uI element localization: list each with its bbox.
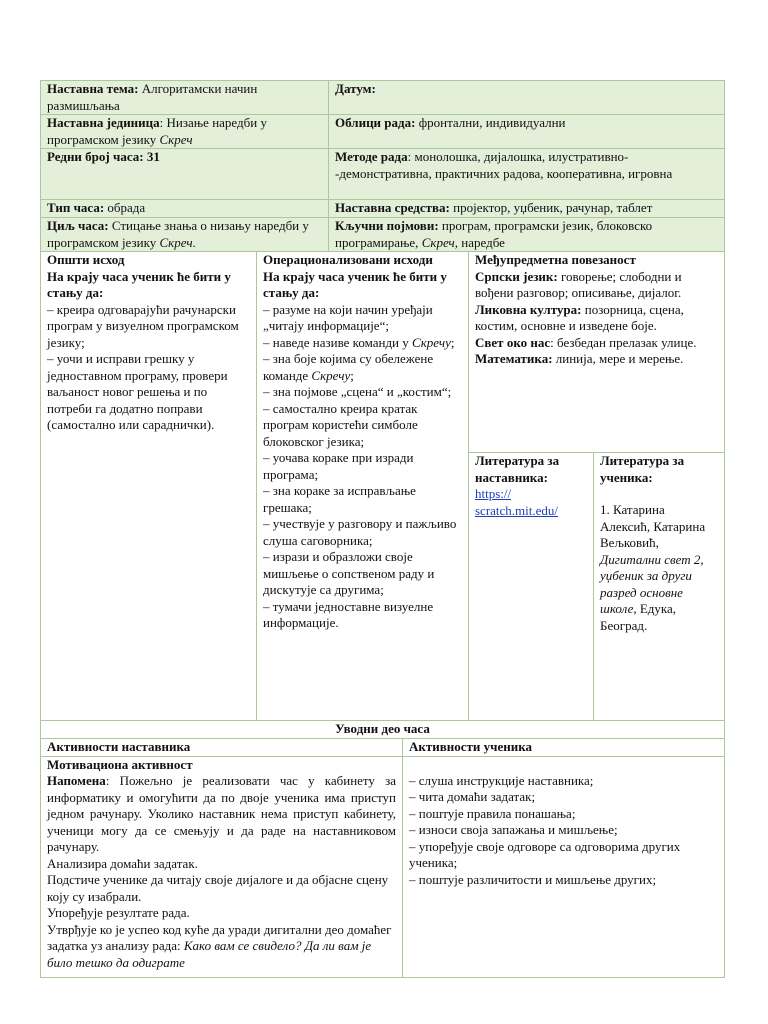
unit-cell: Наставна јединица: Низање наредби у програмском језику Скреч: [41, 115, 329, 149]
outcomes-table: [40, 251, 725, 721]
methods-cell: Методе рада: монолошка, дијалошка, илустративно- -демонстративна, практичних радова, кооперативна, игровна: [329, 149, 725, 200]
teacher-activities-cell: Мотивациона активност Напомена: Пожељно је реализовати час у кабинету за информатику и омогућити да по двоје ученика има приступ једном рачунару. Уколико наставник нема приступ кабинету, ученици могу да се смењују и да раде на наставниковом рачунару. Анализира домаћи задатак. Подстиче ученике да читају своје дијалоге и да објасне сцену коју су изабрали. Упоређује резултате рада. Утврђује ко је успео код куће да уради дигитални део домаћег задатка уз анализу рада: Како вам се свидело? Да ли вам је било тешко да одиграте: [41, 756, 403, 977]
type-cell: Тип часа: обрада: [41, 200, 329, 218]
intro-section-title: Уводни део часа: [41, 721, 725, 739]
student-literature-cell: Литература за ученика: 1. Катарина Алексић, Катарина Вељковић, Дигитални свет 2, уџбеник за други разред основне школе, Едука, Београд.: [594, 453, 725, 721]
lesson-header-table: [40, 80, 725, 252]
intro-part-table: [40, 720, 725, 978]
means-cell: Наставна средства: пројектор, уџбеник, рачунар, таблет: [329, 200, 725, 218]
date-cell: Датум:: [329, 81, 725, 115]
general-outcome-cell: Општи исход На крају часа ученик ће бити у стању да: – креира одговарајући рачунарски програм у визуелном програмском језику; – уочи и исправи грешку у једноставном програму, провери ваљаност новог решења и по потреби га додатно поправи (самостално или сараднички).: [41, 252, 257, 721]
scratch-link[interactable]: https://: [475, 486, 512, 501]
teacher-activities-header: Активности наставника: [41, 739, 403, 757]
keywords-cell: Кључни појмови: програм, програмски језик, блоковско програмирање, Скреч, наредбе: [329, 218, 725, 252]
teacher-literature-cell: Литература за наставника: https:// scratch.mit.edu/: [469, 453, 594, 721]
lesson-plan-page: [40, 80, 724, 978]
scratch-link-cont[interactable]: scratch.mit.edu/: [475, 502, 559, 518]
goal-cell: Циљ часа: Стицање знања о низању наредби у програмском језику Скреч.: [41, 218, 329, 252]
forms-cell: Облици рада: фронтални, индивидуални: [329, 115, 725, 149]
student-activities-cell: – слуша инструкције наставника; – чита домаћи задатак; – поштује правила понашања; – износи своја запажања и мишљење; – упоређује своје одговоре са одговорима других ученика; – поштује различитости и мишљење других;: [403, 756, 725, 977]
student-activities-header: Активности ученика: [403, 739, 725, 757]
interdisciplinary-cell: Међупредметна повезаност Српски језик: говорење; слободни и вођени разговор; описивање, дијалог. Ликовна култура: позорница, сцена, костим, основне и изведене боје. Свет око нас: безбедан прелазак улице. Математика: линија, мере и мерење.: [469, 252, 725, 453]
lesson-number-cell: Редни број часа: 31: [41, 149, 329, 200]
topic-cell: Наставна тема: Алгоритамски начин размишљања: [41, 81, 329, 115]
operational-outcomes-cell: Операционализовани исходи На крају часа ученик ће бити у стању да: – разуме на који начин уређаји „читају информације“; – наведе називе команди у Скречу; – зна боје којима су обележене команде Скречу; – зна појмове „сцена“ и „костим“; – самостално креира кратак програм користећи симболе блоковског језика; – уочава кораке при изради програма; – зна кораке за исправљање грешака; – учествује у разговору и пажљиво слуша саговорника; – изрази и образложи своје мишљење о сопственом раду и дискутује са другима; – тумачи једноставне визуелне информације.: [257, 252, 469, 721]
